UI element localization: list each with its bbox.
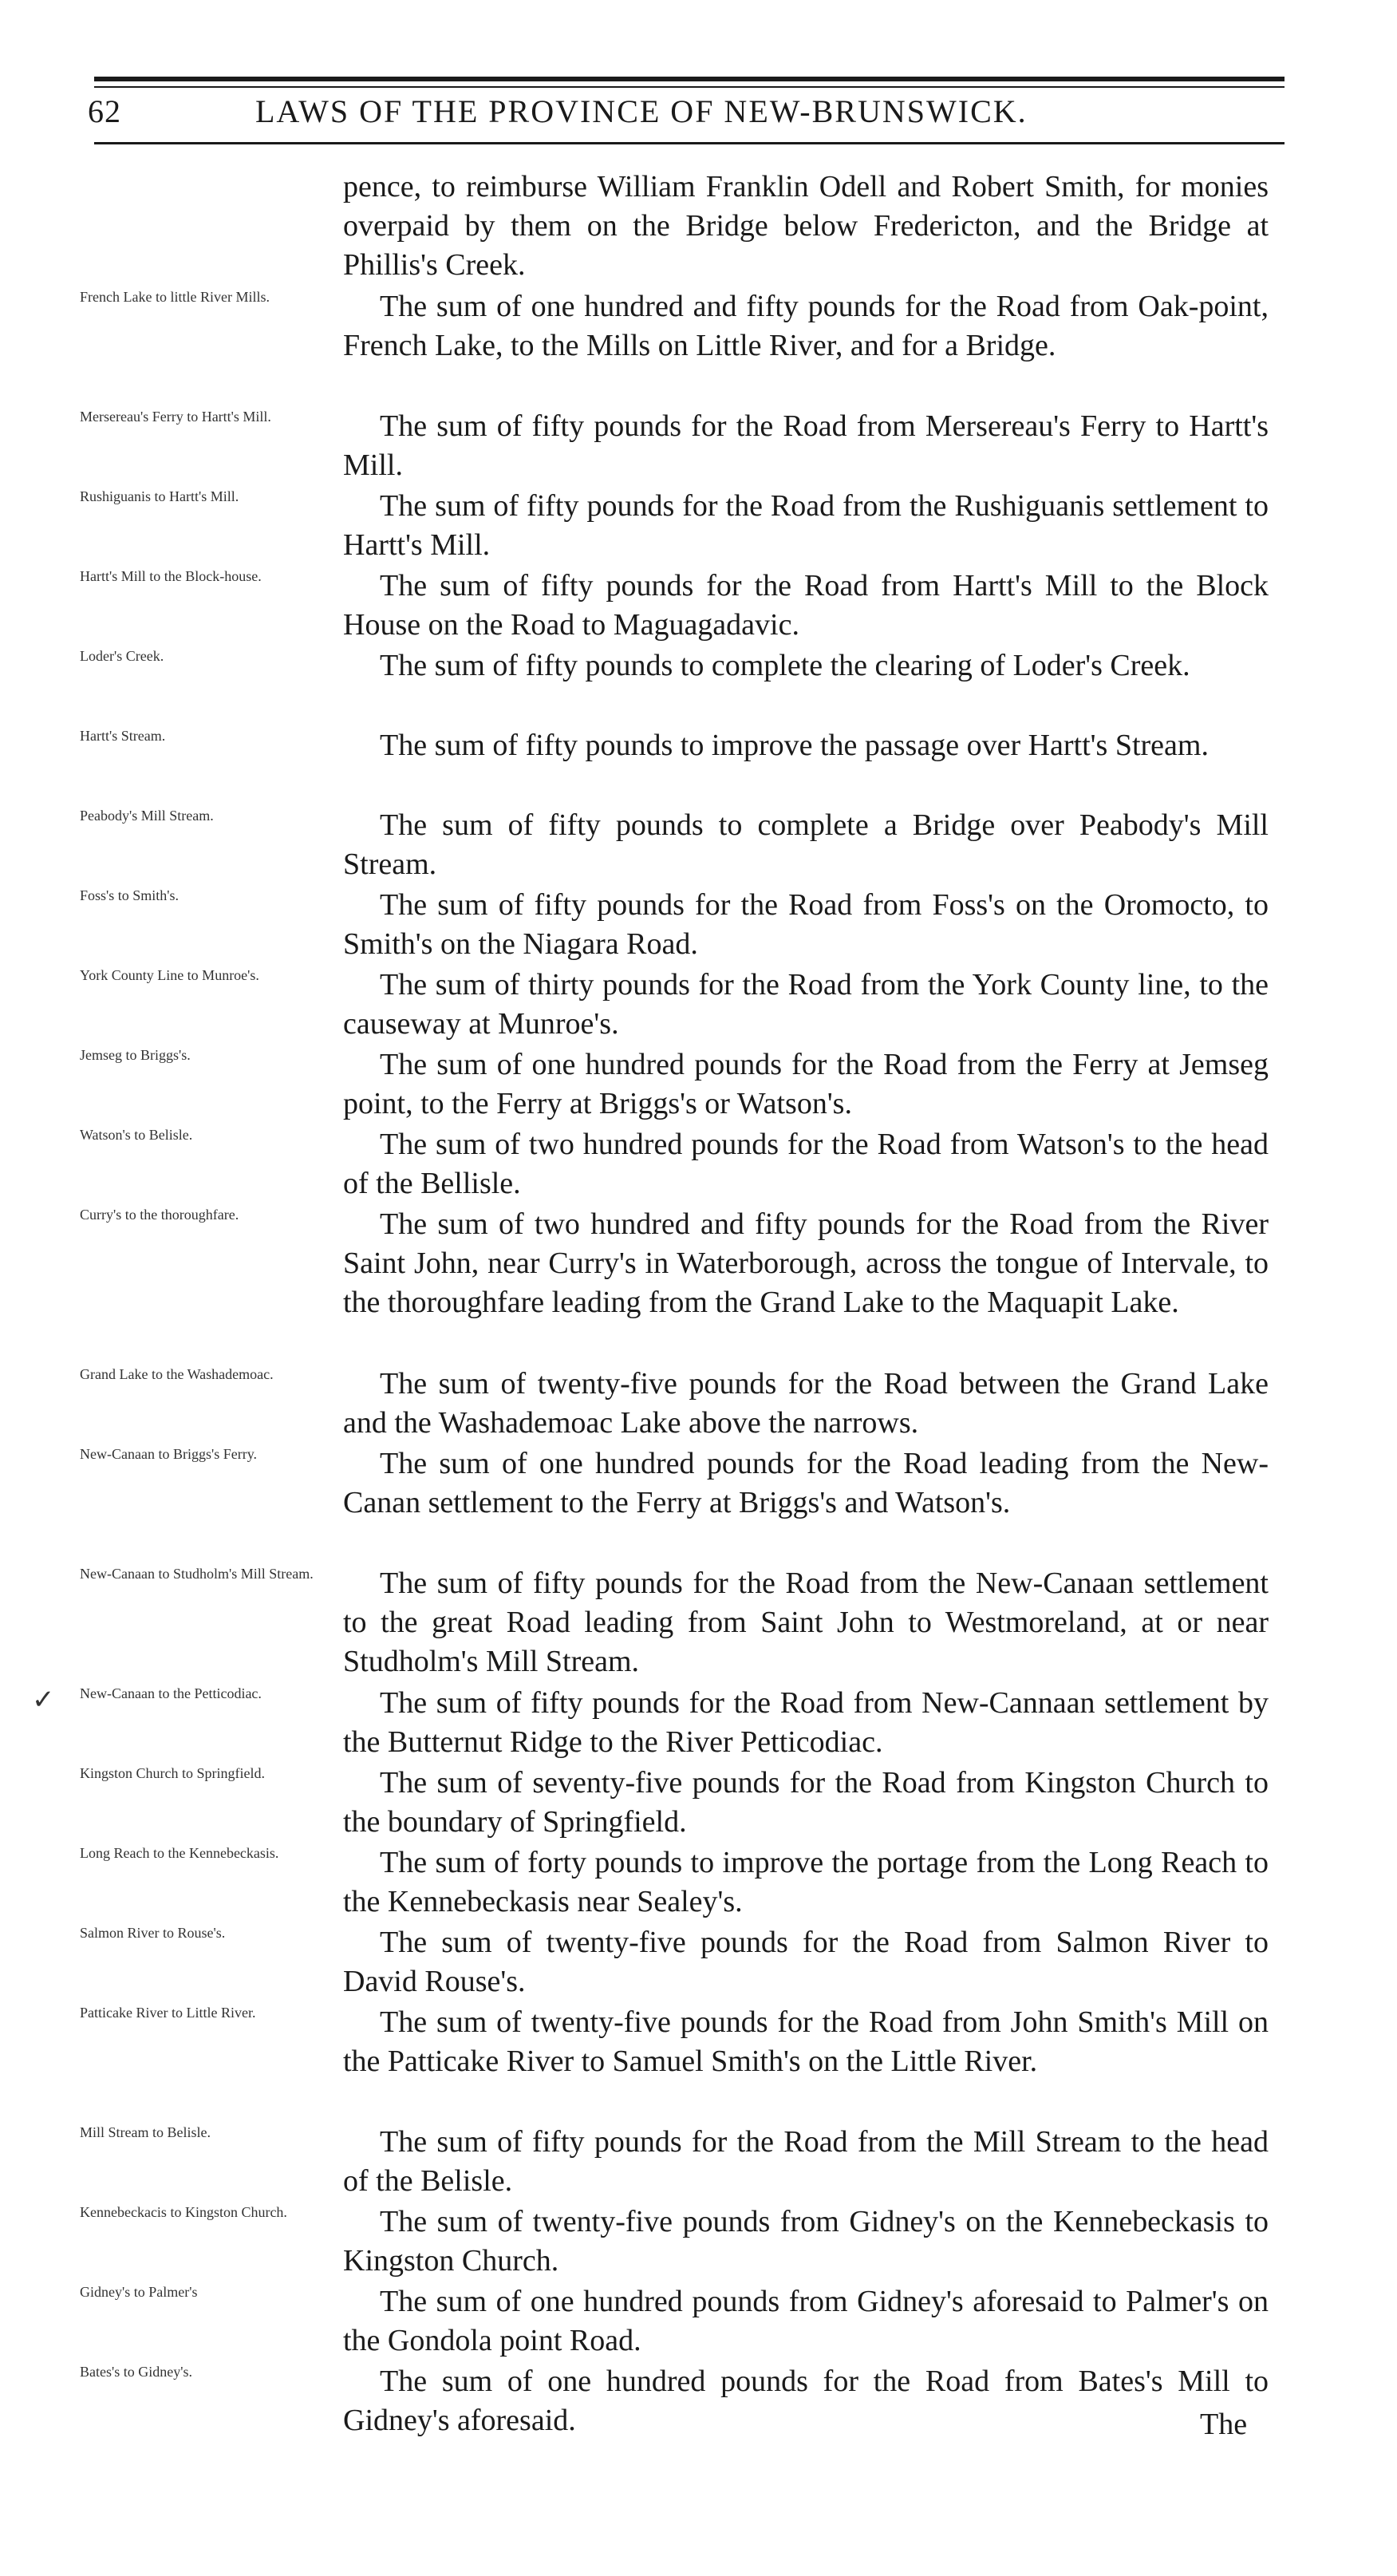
entry-text: The sum of fifty pounds for the Road from Hartt's Mill to the Block House on the Road to Maguagadavic. bbox=[343, 569, 1269, 642]
checkmark-icon: ✓ bbox=[32, 1685, 55, 1715]
entry-text: The sum of thirty pounds for the Road from the York County line, to the causeway at Munroe's. bbox=[343, 968, 1269, 1041]
margin-note: Mersereau's Ferry to Hartt's Mill. bbox=[80, 409, 271, 425]
entry-text: The sum of fifty pounds for the Road from Foss's on the Oromocto, to Smith's on the Niagara Road. bbox=[343, 888, 1269, 961]
entry-text: The sum of forty pounds to improve the portage from the Long Reach to the Kennebeckasis near Sealey's. bbox=[343, 1846, 1269, 1918]
margin-note: New-Canaan to Briggs's Ferry. bbox=[80, 1446, 258, 1462]
header-rule-bottom bbox=[94, 142, 1285, 144]
header-rule-thin bbox=[94, 86, 1285, 88]
running-head: LAWS OF THE PROVINCE OF NEW-BRUNSWICK. bbox=[255, 93, 1028, 129]
margin-note: Kennebeckacis to Kingston Church. bbox=[80, 2204, 287, 2220]
page-header bbox=[88, 93, 1285, 137]
entry-text: The sum of one hundred pounds for the Road from Bates's Mill to Gidney's aforesaid. bbox=[343, 2365, 1269, 2437]
margin-note: Loder's Creek. bbox=[80, 648, 164, 664]
margin-note: French Lake to little River Mills. bbox=[80, 289, 270, 305]
page-number: 62 bbox=[88, 93, 121, 129]
margin-note: Curry's to the thoroughfare. bbox=[80, 1207, 239, 1223]
entry-text: The sum of one hundred pounds from Gidney's aforesaid to Palmer's on the Gondola point Road. bbox=[343, 2285, 1269, 2357]
entry-text: The sum of fifty pounds for the Road from the New-Canaan settlement to the great Road leading from Saint John to Westmoreland, at or near Studholm's Mill Stream. bbox=[343, 1567, 1269, 1678]
margin-note: Foss's to Smith's. bbox=[80, 887, 180, 903]
margin-note: Kingston Church to Springfield. bbox=[80, 1765, 265, 1781]
entry-text: The sum of twenty-five pounds for the Road from John Smith's Mill on the Patticake River to Samuel Smith's on the Little River. bbox=[343, 2005, 1269, 2078]
margin-note: Hartt's Mill to the Block-house. bbox=[80, 568, 262, 584]
entry-text: The sum of fifty pounds for the Road from the Rushiguanis settlement to Hartt's Mill. bbox=[343, 489, 1269, 562]
entry-text: The sum of two hundred and fifty pounds for the Road from the River Saint John, near Curry's in Waterborough, across the tongue of Intervale, to the thoroughfare leading from the Grand Lake to the Maquapit Lake. bbox=[343, 1207, 1269, 1319]
entry-text: The sum of two hundred pounds for the Road from Watson's to the head of the Bellisle. bbox=[343, 1128, 1269, 1200]
entry-text: The sum of fifty pounds to improve the passage over Hartt's Stream. bbox=[380, 729, 1209, 762]
catchword: The bbox=[1200, 2408, 1248, 2441]
entry-text: The sum of fifty pounds for the Road from Mersereau's Ferry to Hartt's Mill. bbox=[343, 409, 1269, 482]
entry-text: The sum of one hundred and fifty pounds for the Road from Oak-point, French Lake, to the Mills on Little River, and for a Bridge. bbox=[343, 290, 1269, 362]
header-rule-thick bbox=[94, 77, 1285, 81]
entry-text: The sum of one hundred pounds for the Road from the Ferry at Jemseg point, to the Ferry at Briggs's or Watson's. bbox=[343, 1048, 1269, 1120]
entry-text: The sum of twenty-five pounds for the Road between the Grand Lake and the Washademoac Lake above the narrows. bbox=[343, 1367, 1269, 1440]
margin-note: Grand Lake to the Washademoac. bbox=[80, 1366, 274, 1382]
entry-text: pence, to reimburse William Franklin Odell and Robert Smith, for monies overpaid by them on the Bridge below Fredericton, and the Bridge at Phillis's Creek. bbox=[343, 170, 1269, 282]
margin-note: Jemseg to Briggs's. bbox=[80, 1047, 191, 1063]
margin-note: Peabody's Mill Stream. bbox=[80, 808, 214, 824]
entry-text: The sum of fifty pounds to complete the clearing of Loder's Creek. bbox=[380, 649, 1190, 682]
entry-text: The sum of fifty pounds to complete a Bridge over Peabody's Mill Stream. bbox=[343, 808, 1269, 881]
margin-note: Hartt's Stream. bbox=[80, 728, 166, 744]
entry-text: The sum of one hundred pounds for the Road leading from the New-Canan settlement to the Ferry at Briggs's and Watson's. bbox=[343, 1447, 1269, 1519]
margin-note: New-Canaan to Studholm's Mill Stream. bbox=[80, 1566, 314, 1582]
entry-text: The sum of twenty-five pounds from Gidney's on the Kennebeckasis to Kingston Church. bbox=[343, 2205, 1269, 2278]
entry-text: The sum of seventy-five pounds for the Road from Kingston Church to the boundary of Springfield. bbox=[343, 1766, 1269, 1839]
entry-text: The sum of fifty pounds for the Road from the Mill Stream to the head of the Belisle. bbox=[343, 2125, 1269, 2198]
margin-note: Bates's to Gidney's. bbox=[80, 2364, 192, 2380]
margin-note: York County Line to Munroe's. bbox=[80, 967, 259, 983]
margin-note: Gidney's to Palmer's bbox=[80, 2284, 198, 2300]
margin-note: Mill Stream to Belisle. bbox=[80, 2124, 211, 2140]
margin-note: Rushiguanis to Hartt's Mill. bbox=[80, 488, 239, 504]
margin-note: Salmon River to Rouse's. bbox=[80, 1925, 226, 1941]
margin-note: Long Reach to the Kennebeckasis. bbox=[80, 1845, 279, 1861]
entry-text: The sum of fifty pounds for the Road from New-Cannaan settlement by the Butternut Ridge to the River Petticodiac. bbox=[343, 1686, 1269, 1759]
margin-note: Patticake River to Little River. bbox=[80, 2005, 256, 2021]
margin-note: New-Canaan to the Petticodiac. bbox=[80, 1685, 262, 1701]
margin-note: Watson's to Belisle. bbox=[80, 1127, 193, 1143]
entry-text: The sum of twenty-five pounds for the Road from Salmon River to David Rouse's. bbox=[343, 1926, 1269, 1998]
